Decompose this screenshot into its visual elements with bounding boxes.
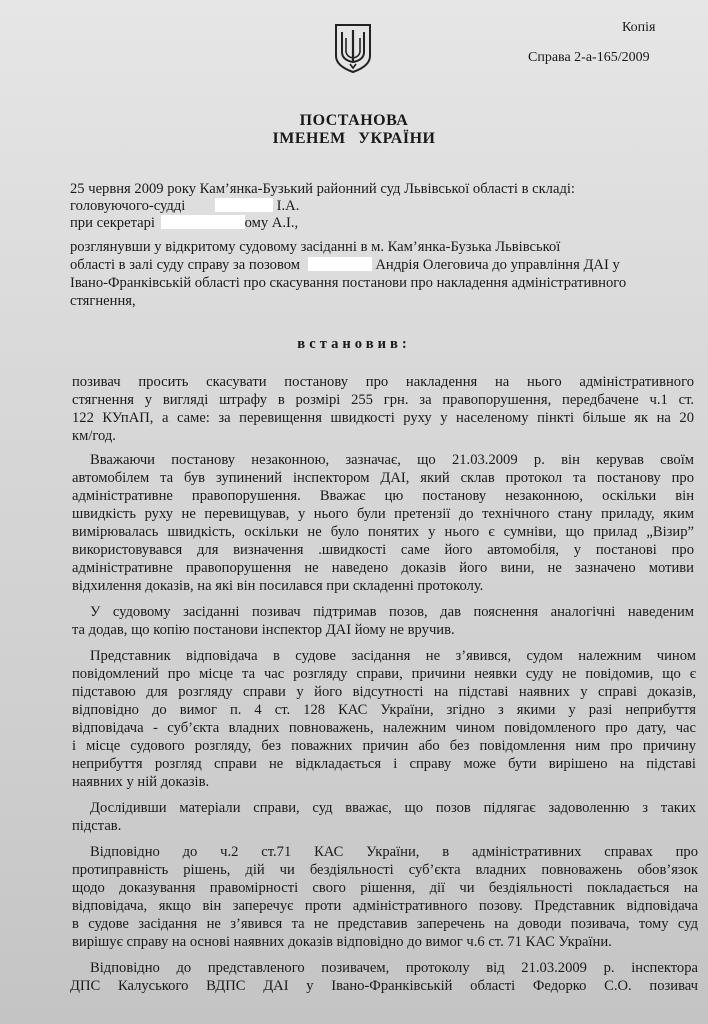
body-line: ДПС Калуського ВДПС ДАІ у Івано-Франківській області Федорко С.О. позивач (70, 978, 698, 994)
redaction-block (161, 215, 245, 229)
body-line: вирішує справу на основі наявних доказів відповідно до вимог ч.6 ст. 71 КАС України. (72, 934, 612, 950)
body-line: відповідно до вимог п. 4 ст. 128 КАС України, згідно з якими у разі неприбуття (72, 702, 696, 718)
redaction-block (215, 198, 273, 212)
section-heading: встановив: (297, 336, 411, 352)
body-line: і місце судового розгляду, без поважних причин або без повідомлення ним про причину (72, 738, 696, 754)
body-line: протиправність рішень, дій чи бездіяльності суб’єкта владних повноважень обов’язок (72, 862, 698, 878)
intro-case-text: області в залі суду справу за позовом (70, 257, 301, 273)
body-line: Представник відповідача в судове засідання не з’явився, судом належним чином (90, 648, 696, 664)
redaction-block (308, 257, 372, 271)
body-line: У судовому засіданні позивач підтримав позов, дав пояснення аналогічні наведеним (90, 604, 694, 620)
body-line: повідомлений про місце та час розгляду справи, причини неявки суду не повідомив, що є (72, 666, 696, 682)
intro-secretary-label: при секретарі (70, 215, 155, 231)
body-line: позивач просить скасувати постанову про накладення на нього адміністративного (72, 374, 694, 390)
intro-line (70, 214, 298, 232)
body-line: швидкість руху не перевищував, у нього були претензії до технічного стану приладу, яким (72, 506, 694, 522)
intro-line: 25 червня 2009 року Кам’янка-Бузький районний суд Львівської області в складі: (70, 181, 575, 197)
body-line: використовувався для визначення .швидкості саме його автомобіля, у постанові про (72, 542, 694, 558)
body-line: підстав. (72, 818, 122, 834)
intro-line: стягнення, (70, 293, 136, 309)
coat-of-arms-icon (333, 22, 373, 74)
body-line: 122 КУпАП, а саме: за перевищення швидкості руху у населеному пінкті більше як на 20 (72, 410, 694, 426)
body-line: щодо доказування правомірності свого рішення, дії чи бездіяльності покладається на (72, 880, 698, 896)
intro-line (70, 197, 299, 215)
body-line: автомобілем та був зупинений інспектором ДАІ, який склав протокол та постанову про (72, 470, 694, 486)
body-line: відповідача, якщо він заперечує проти адміністративного позову. Представник відповідача (72, 898, 698, 914)
intro-line: Івано-Франківській області про скасування постанови про накладення адміністративного (70, 275, 627, 291)
case-number: Справа 2-а-165/2009 (528, 50, 650, 65)
intro-line: розглянувши у відкритому судовому засіданні в м. Кам’янка-Бузька Львівської (70, 239, 561, 255)
body-line: адміністративне правопорушення. Вважає цю постанову незаконною, оскільки він (72, 488, 694, 504)
copy-label: Копія (622, 20, 656, 35)
body-line: відхилення доказів, на які він посилався при складенні протоколу. (72, 578, 484, 594)
body-line: вимірювалась швидкість, оскільки не було понятих у нього є сумніви, що прилад „Візир” (72, 524, 694, 540)
body-line: стягнення у вигляді штрафу в розмірі 255 грн. за правопорушення, передбачене ч.1 ст. (72, 392, 694, 408)
document-title: ПОСТАНОВА (299, 112, 409, 129)
body-line: наявних у ній доказів. (72, 774, 210, 790)
body-line: підставою для розгляду справи у його відсутності на підставі наявних у справі доказів, (72, 684, 696, 700)
intro-judge-label: головуючого-судді (70, 198, 186, 214)
body-line: та додав, що копію постанови інспектор ДАІ йому не вручив. (72, 622, 455, 638)
body-line: км/год. (72, 428, 116, 444)
intro-plaintiff-text: Андрія Олеговича до управління ДАІ у (375, 257, 620, 273)
intro-line (70, 256, 620, 274)
document-subtitle: ІМЕНЕМ УКРАЇНИ (272, 130, 436, 147)
body-line: відповідача - суб’єкта владних повноважень, належним чином повідомленого про дату, час (72, 720, 696, 736)
body-line: адміністративне правопорушення не наведено доказів його вини, не зазначено мотиви (72, 560, 694, 576)
body-line: в судове засідання не з’явився та не представив заперечень на доводи позивача, тому суд (72, 916, 698, 932)
body-line: неприбуття розгляд справи не відкладається і справу може бути вирішено на підставі (72, 756, 696, 772)
body-line: Відповідно до ч.2 ст.71 КАС України, в адміністративних справах про (90, 844, 698, 860)
body-line: Відповідно до представленого позивачем, протоколу від 21.03.2009 р. інспектора (90, 960, 698, 976)
intro-secretary-name: ому А.І., (244, 215, 299, 231)
intro-judge-initials: І.А. (276, 198, 300, 214)
body-line: Дослідивши матеріали справи, суд вважає, що позов підлягає задоволенню з таких (90, 800, 696, 816)
body-line: Вважаючи постанову незаконною, зазначає, що 21.03.2009 р. він керував своїм (90, 452, 694, 468)
